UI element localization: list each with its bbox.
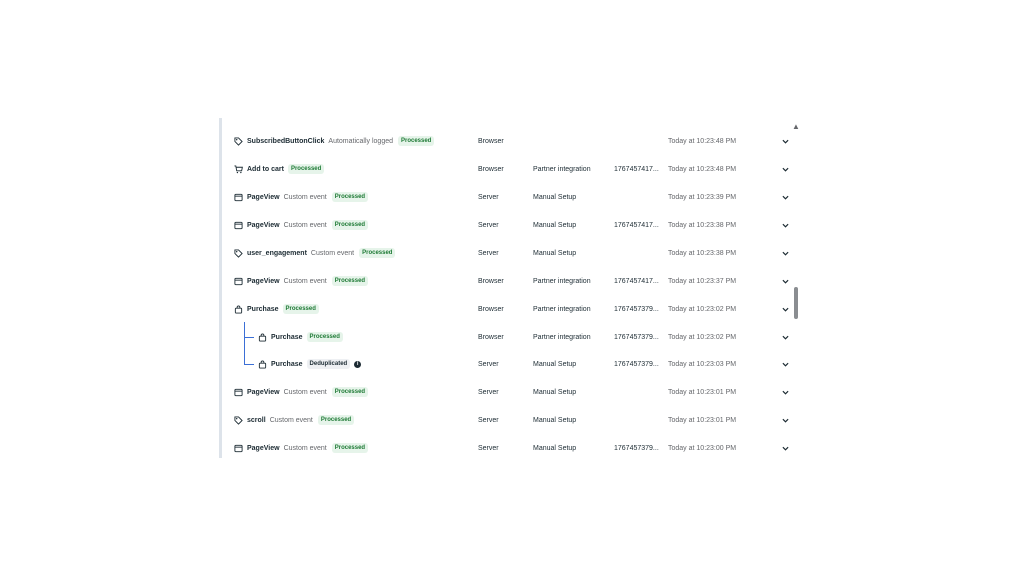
chevron-down-icon[interactable] bbox=[780, 249, 790, 258]
event-row[interactable] bbox=[230, 215, 795, 235]
event-timestamp: Today at 10:23:48 PM bbox=[668, 137, 737, 145]
chevron-down-icon[interactable] bbox=[780, 444, 790, 453]
page-icon bbox=[233, 220, 243, 230]
event-row[interactable] bbox=[230, 271, 795, 291]
integration-method: Manual Setup bbox=[533, 388, 577, 396]
tag-icon bbox=[233, 136, 243, 146]
integration-method: Manual Setup bbox=[533, 416, 577, 424]
integration-method: Partner integration bbox=[533, 305, 591, 313]
tag-icon bbox=[233, 415, 243, 425]
scroll-up-icon[interactable]: ▲ bbox=[792, 122, 800, 131]
event-source: Server bbox=[478, 193, 499, 201]
status-badge: Processed bbox=[332, 192, 368, 202]
bag-icon bbox=[257, 332, 267, 342]
event-row[interactable] bbox=[230, 131, 795, 151]
integration-method: Manual Setup bbox=[533, 360, 577, 368]
event-source: Server bbox=[478, 416, 499, 424]
page-icon bbox=[233, 387, 243, 397]
page-icon bbox=[233, 192, 243, 202]
event-name: Purchase bbox=[247, 305, 279, 313]
cart-icon bbox=[233, 164, 243, 174]
chevron-down-icon[interactable] bbox=[780, 416, 790, 425]
event-type: Custom event bbox=[283, 221, 327, 229]
event-timestamp: Today at 10:23:38 PM bbox=[668, 221, 737, 229]
chevron-down-icon[interactable] bbox=[780, 193, 790, 202]
status-badge: Processed bbox=[283, 304, 319, 314]
chevron-down-icon[interactable] bbox=[780, 165, 790, 174]
event-row[interactable] bbox=[230, 327, 795, 347]
event-source: Server bbox=[478, 221, 499, 229]
integration-method: Manual Setup bbox=[533, 193, 577, 201]
status-badge: Processed bbox=[359, 248, 395, 258]
event-source: Browser bbox=[478, 277, 504, 285]
event-timestamp: Today at 10:23:00 PM bbox=[668, 444, 737, 452]
event-id: 1767457417... bbox=[614, 277, 659, 285]
tag-icon bbox=[233, 248, 243, 258]
chevron-down-icon[interactable] bbox=[780, 305, 790, 314]
integration-method: Manual Setup bbox=[533, 249, 577, 257]
event-type: Custom event bbox=[310, 249, 355, 257]
event-type: Automatically logged bbox=[328, 137, 393, 145]
event-type: Custom event bbox=[283, 193, 327, 201]
event-id: 1767457379... bbox=[614, 360, 659, 368]
bag-icon bbox=[257, 359, 267, 369]
event-name: PageView bbox=[247, 277, 280, 285]
event-source: Browser bbox=[478, 137, 504, 145]
chevron-down-icon[interactable] bbox=[780, 277, 790, 286]
event-timestamp: Today at 10:23:01 PM bbox=[668, 388, 737, 396]
event-timestamp: Today at 10:23:02 PM bbox=[668, 333, 737, 341]
event-source: Server bbox=[478, 388, 499, 396]
event-source: Server bbox=[478, 360, 499, 368]
chevron-down-icon[interactable] bbox=[780, 333, 790, 342]
page-icon bbox=[233, 276, 243, 286]
event-type: Custom event bbox=[269, 416, 313, 424]
event-timestamp: Today at 10:23:38 PM bbox=[668, 249, 737, 257]
event-source: Server bbox=[478, 249, 499, 257]
status-badge: Processed bbox=[398, 136, 434, 146]
status-badge: Processed bbox=[332, 220, 368, 230]
event-id: 1767457379... bbox=[614, 333, 659, 341]
chevron-down-icon[interactable] bbox=[780, 360, 790, 369]
event-name: user_engagement bbox=[247, 249, 307, 257]
event-timestamp: Today at 10:23:03 PM bbox=[668, 360, 737, 368]
integration-method: Partner integration bbox=[533, 165, 591, 173]
event-name: PageView bbox=[247, 193, 280, 201]
event-timestamp: Today at 10:23:01 PM bbox=[668, 416, 737, 424]
event-name: Purchase bbox=[271, 360, 303, 368]
integration-method: Manual Setup bbox=[533, 444, 577, 452]
event-id: 1767457417... bbox=[614, 165, 659, 173]
event-timestamp: Today at 10:23:48 PM bbox=[668, 165, 737, 173]
event-row[interactable] bbox=[230, 410, 795, 430]
chevron-down-icon[interactable] bbox=[780, 137, 790, 146]
event-id: 1767457417... bbox=[614, 221, 659, 229]
event-row[interactable] bbox=[230, 187, 795, 207]
event-source: Server bbox=[478, 444, 499, 452]
event-row[interactable] bbox=[230, 159, 795, 179]
event-type: Custom event bbox=[283, 444, 327, 452]
status-badge: Processed bbox=[307, 332, 343, 342]
integration-method: Manual Setup bbox=[533, 221, 577, 229]
event-name: PageView bbox=[247, 221, 280, 229]
event-source: Browser bbox=[478, 305, 504, 313]
status-badge: Processed bbox=[332, 276, 368, 286]
status-badge: Processed bbox=[288, 164, 324, 174]
status-badge: Deduplicated bbox=[307, 359, 351, 369]
event-id: 1767457379... bbox=[614, 444, 659, 452]
event-name: SubscribedButtonClick bbox=[247, 137, 325, 145]
event-row[interactable] bbox=[230, 438, 795, 458]
page-icon bbox=[233, 443, 243, 453]
event-source: Browser bbox=[478, 165, 504, 173]
event-row[interactable] bbox=[230, 243, 795, 263]
event-source: Browser bbox=[478, 333, 504, 341]
event-name: Purchase bbox=[271, 333, 303, 341]
chevron-down-icon[interactable] bbox=[780, 221, 790, 230]
status-badge: Processed bbox=[332, 387, 368, 397]
event-type: Custom event bbox=[283, 388, 327, 396]
event-timestamp: Today at 10:23:39 PM bbox=[668, 193, 737, 201]
event-row[interactable] bbox=[230, 354, 795, 374]
event-timestamp: Today at 10:23:02 PM bbox=[668, 305, 737, 313]
event-row[interactable] bbox=[230, 382, 795, 402]
integration-method: Partner integration bbox=[533, 277, 591, 285]
info-icon[interactable]: i bbox=[354, 361, 361, 368]
event-id: 1767457379... bbox=[614, 305, 659, 313]
status-badge: Processed bbox=[332, 443, 368, 453]
event-name: PageView bbox=[247, 388, 280, 396]
status-badge: Processed bbox=[318, 415, 354, 425]
event-name: scroll bbox=[247, 416, 266, 424]
event-type: Custom event bbox=[283, 277, 327, 285]
chevron-down-icon[interactable] bbox=[780, 388, 790, 397]
event-name: Add to cart bbox=[247, 165, 284, 173]
bag-icon bbox=[233, 304, 243, 314]
event-timestamp: Today at 10:23:37 PM bbox=[668, 277, 737, 285]
integration-method: Partner integration bbox=[533, 333, 591, 341]
event-row[interactable] bbox=[230, 299, 795, 319]
event-name: PageView bbox=[247, 444, 280, 452]
